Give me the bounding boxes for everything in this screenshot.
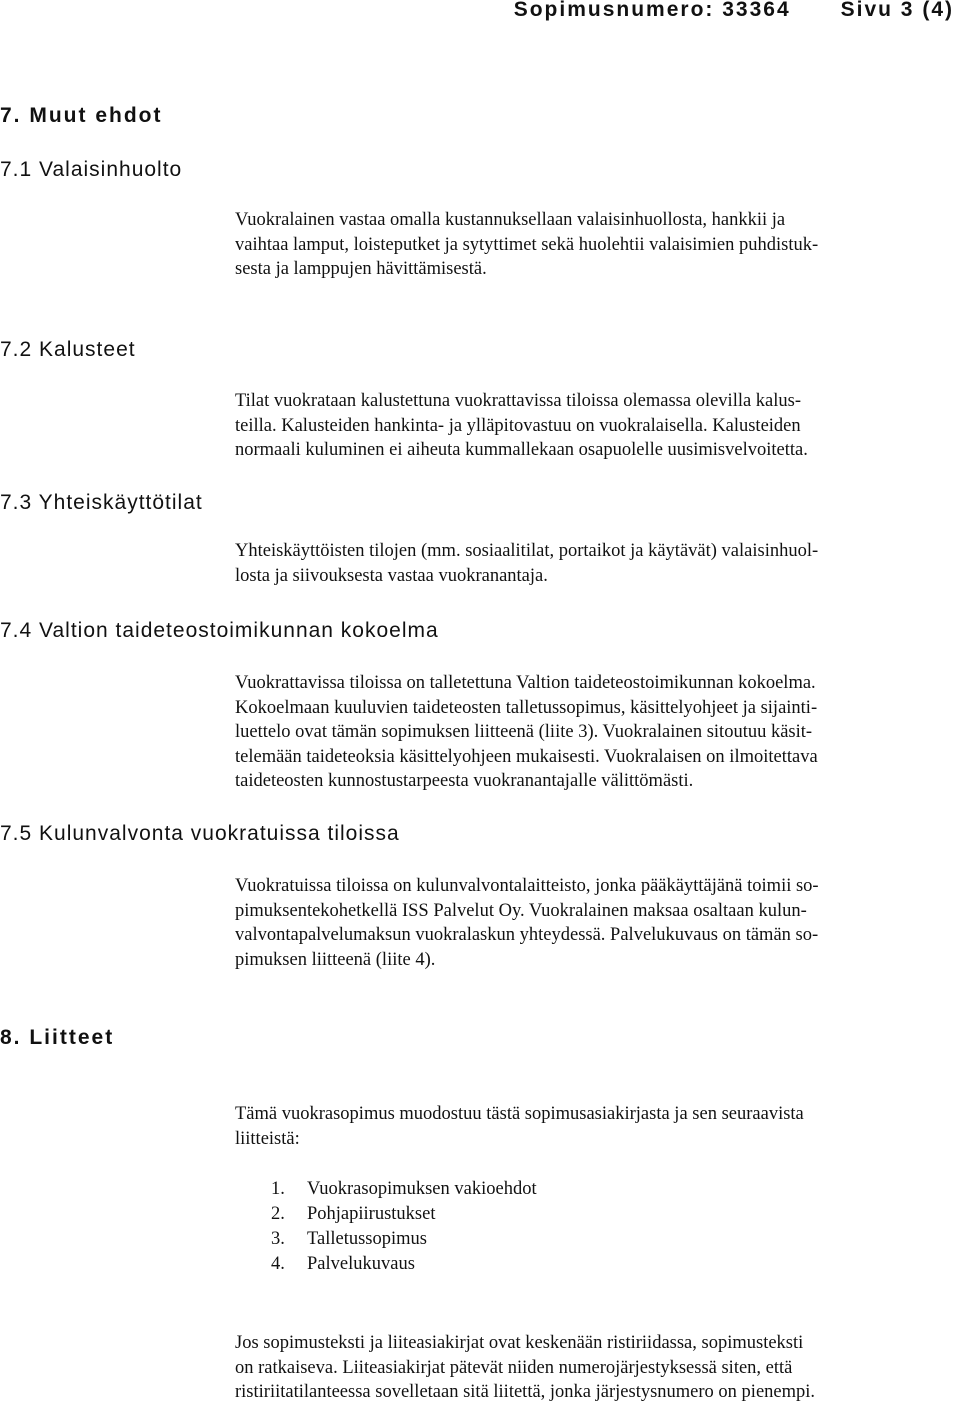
- text-line: liitteistä:: [235, 1128, 300, 1149]
- page-header: [514, 0, 954, 22]
- section-7-5-text: [235, 874, 935, 972]
- text-line: teilla. Kalusteiden hankinta- ja ylläpitovastuu on vuokralaisella. Kalusteiden: [235, 415, 801, 436]
- list-item-number: 4.: [271, 1254, 285, 1274]
- section-7-title: 7. Muut ehdot: [0, 104, 163, 127]
- section-7-3-text: [235, 539, 935, 588]
- attachments-list: [271, 1177, 537, 1277]
- text-line: pimuksen liitteenä (liite 4).: [235, 949, 436, 970]
- text-line: luettelo ovat tämän sopimuksen liitteenä (liite 3). Vuokralainen sitoutuu käsit-: [235, 722, 813, 742]
- list-item-text: Talletussopimus: [307, 1229, 427, 1249]
- list-item-text: Vuokrasopimuksen vakioehdot: [307, 1179, 537, 1199]
- text-line: losta ja siivouksesta vastaa vuokranantaja.: [235, 565, 548, 586]
- text-line: Tämä vuokrasopimus muodostuu tästä sopimusasiakirjasta ja sen seuraavista: [235, 1104, 804, 1124]
- list-item-text: Palvelukuvaus: [307, 1254, 415, 1274]
- section-7-5-title: 7.5 Kulunvalvonta vuokratuissa tiloissa: [0, 822, 400, 845]
- section-7-1-text: [235, 208, 935, 282]
- text-line: telemään taideteoksia käsittelyohjeen mukaisesti. Vuokralaisen on ilmoitettava: [235, 746, 818, 767]
- text-line: valvontapalvelumaksun vuokralaskun yhteydessä. Palvelukuvaus on tämän so-: [235, 925, 819, 945]
- text-line: Kokoelmaan kuuluvien taideteosten talletussopimus, käsittelyohjeet ja sijainti-: [235, 697, 818, 718]
- list-item-text: Pohjapiirustukset: [307, 1204, 436, 1224]
- list-item-number: 2.: [271, 1204, 285, 1224]
- list-item: [271, 1227, 537, 1252]
- text-line: Yhteiskäyttöisten tilojen (mm. sosiaalitilat, portaikot ja käytävät) valaisinhuol-: [235, 541, 819, 561]
- text-line: Jos sopimusteksti ja liiteasiakirjat ovat keskenään ristiriidassa, sopimusteksti: [235, 1333, 804, 1353]
- section-8-intro: [235, 1102, 935, 1151]
- text-line: taideteosten kunnostustarpeesta vuokranantajalle välittömästi.: [235, 771, 694, 791]
- text-line: sesta ja lamppujen hävittämisestä.: [235, 259, 487, 279]
- list-item: [271, 1202, 537, 1227]
- list-item-number: 3.: [271, 1229, 285, 1249]
- section-7-2-title: 7.2 Kalusteet: [0, 338, 136, 361]
- section-8-title: 8. Liitteet: [0, 1026, 115, 1049]
- text-line: vaihtaa lamput, loisteputket ja sytyttimet sekä huolehtii valaisimien puhdistuk-: [235, 234, 819, 255]
- page-number: Sivu 3 (4): [840, 0, 954, 21]
- text-line: normaali kuluminen ei aiheuta kummallekaan osapuolelle uusimisvelvoitetta.: [235, 440, 808, 460]
- section-7-4-title: 7.4 Valtion taideteostoimikunnan kokoelma: [0, 619, 439, 642]
- section-8-closing: [235, 1331, 935, 1405]
- text-line: Vuokralainen vastaa omalla kustannuksellaan valaisinhuollosta, hankkii ja: [235, 210, 786, 230]
- text-line: Vuokratuissa tiloissa on kulunvalvontalaitteisto, jonka pääkäyttäjänä toimii so-: [235, 876, 819, 896]
- text-line: on ratkaiseva. Liiteasiakirjat pätevät niiden numerojärjestyksessä siten, että: [235, 1357, 793, 1378]
- text-line: ristiriitatilanteessa sovelletaan sitä liitettä, jonka järjestysnumero on pienempi.: [235, 1382, 816, 1402]
- section-7-4-text: [235, 671, 935, 794]
- section-7-1-title: 7.1 Valaisinhuolto: [0, 158, 183, 181]
- contract-number: Sopimusnumero: 33364: [513, 0, 791, 21]
- list-item-number: 1.: [271, 1179, 285, 1199]
- section-7-2-text: [235, 389, 935, 463]
- list-item: [271, 1177, 537, 1202]
- list-item: [271, 1252, 537, 1277]
- text-line: Vuokrattavissa tiloissa on talletettuna Valtion taideteostoimikunnan kokoelma.: [235, 673, 816, 693]
- text-line: pimuksentekohetkellä ISS Palvelut Oy. Vuokralainen maksaa osaltaan kulun-: [235, 900, 807, 921]
- text-line: Tilat vuokrataan kalustettuna vuokrattavissa tiloissa olemassa olevilla kalus-: [235, 391, 802, 411]
- section-7-3-title: 7.3 Yhteiskäyttötilat: [0, 491, 203, 514]
